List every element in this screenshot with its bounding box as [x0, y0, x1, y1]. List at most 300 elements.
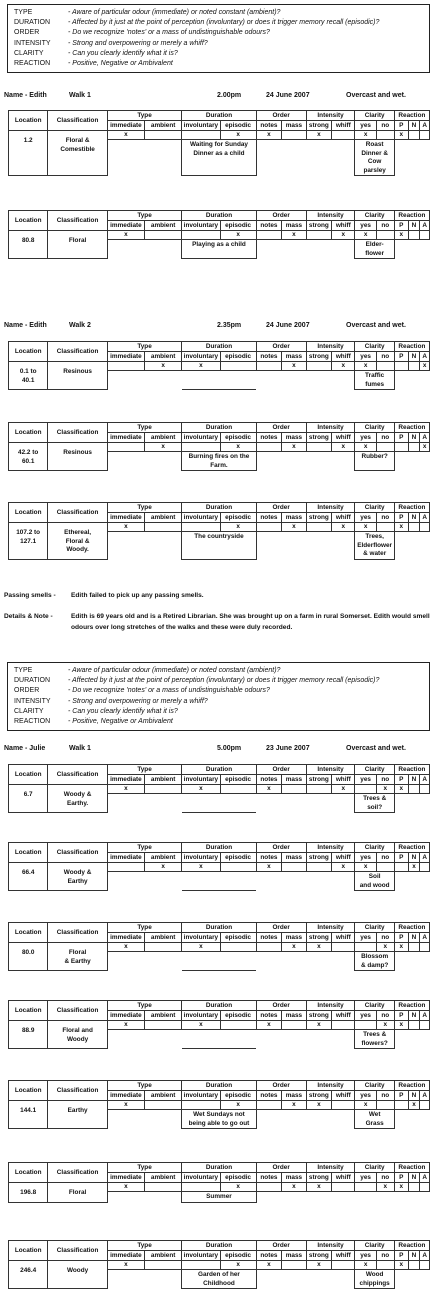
clarity-line: Soil: [368, 873, 381, 880]
duration-header: Duration: [182, 111, 256, 121]
subheader-no: no: [376, 933, 394, 943]
legend-desc: - Affected by it just at the point of perception (involuntary) or does it trigger memory recall (episodic)?: [68, 677, 380, 685]
subheader-ambient: ambient: [145, 352, 182, 362]
subheader-n: N: [408, 352, 420, 362]
location-header: Location: [9, 211, 48, 231]
order-header: Order: [256, 843, 306, 853]
order-header: Order: [256, 211, 306, 221]
classification-line: Woody: [66, 1267, 89, 1274]
subheader-no: no: [376, 1251, 394, 1261]
subheader-n: N: [408, 933, 420, 943]
mark-cell-p: x: [394, 785, 408, 794]
location-value: [9, 523, 48, 560]
record-table: [8, 502, 430, 560]
mark-cell-mass: x: [282, 523, 306, 532]
reaction-header: Reaction: [394, 342, 429, 352]
spacer: [107, 371, 181, 390]
subheader-a: A: [420, 775, 430, 785]
classification-value: [48, 231, 108, 259]
clarity-line: chippings: [359, 1279, 390, 1287]
mark-cell-ambient: [145, 943, 182, 952]
subheader-yes: yes: [355, 121, 376, 131]
mark-cell-ambient: x: [145, 443, 182, 452]
subheader-strong: strong: [306, 853, 332, 863]
order-header: Order: [256, 111, 306, 121]
mark-cell-immediate: [107, 863, 144, 872]
location-value: [9, 1101, 48, 1129]
mark-cell-no: x: [376, 785, 394, 794]
subheader-whiff: whiff: [332, 933, 355, 943]
mark-cell-involuntary: x: [182, 362, 220, 371]
subheader-strong: strong: [306, 513, 332, 523]
subheader-yes: yes: [355, 1011, 376, 1021]
legend-desc: - Do we recognize 'notes' or a mass of undistinguishable odours?: [68, 687, 270, 695]
mark-cell-n: [408, 943, 420, 952]
classification-line: Woody &: [63, 869, 92, 876]
subheader-immediate: immediate: [107, 433, 144, 443]
reaction-header: Reaction: [394, 1081, 429, 1091]
mark-cell-notes: [256, 231, 282, 240]
location-line: 196.8: [20, 1189, 37, 1196]
subheader-n: N: [408, 1173, 420, 1183]
mark-cell-notes: x: [256, 863, 282, 872]
passing-smells-text: Edith failed to pick up any passing smells.: [71, 592, 204, 599]
mark-cell-p: x: [394, 943, 408, 952]
reaction-header: Reaction: [394, 1241, 429, 1251]
location-line: 80.0: [21, 949, 35, 956]
mark-cell-a: [420, 1101, 430, 1110]
mark-cell-yes: x: [355, 362, 376, 371]
mark-cell-a: [420, 131, 430, 140]
classification-header: Classification: [48, 923, 108, 943]
subheader-involuntary: involuntary: [183, 513, 219, 521]
subheader-involuntary: involuntary: [183, 853, 219, 861]
subheader-notes: notes: [256, 1091, 282, 1101]
clarity-line: parsley: [363, 166, 386, 174]
location-line: 107.2 to: [16, 529, 41, 536]
walk-title: Walk 2: [69, 322, 91, 329]
duration-line: being able to go out: [188, 1119, 250, 1127]
mark-cell-notes: [256, 523, 282, 532]
subheader-p: P: [394, 121, 408, 131]
reaction-header: Reaction: [394, 211, 429, 221]
subheader-strong: strong: [306, 1173, 332, 1183]
subheader-whiff: whiff: [332, 1173, 355, 1183]
classification-line: Resinous: [63, 368, 92, 375]
mark-cell-p: x: [394, 131, 408, 140]
subheader-immediate: immediate: [107, 775, 144, 785]
mark-cell-ambient: [145, 1183, 182, 1192]
walk-date: 23 June 2007: [266, 745, 310, 752]
mark-cell-involuntary: [182, 523, 220, 532]
location-value: [9, 443, 48, 471]
legend-key: TYPE: [14, 9, 33, 16]
mark-cell-yes: [355, 943, 376, 952]
duration-line: The countryside: [194, 533, 244, 540]
legend-row: [14, 28, 423, 38]
subheader-whiff: whiff: [332, 433, 355, 443]
classification-line: Woody: [66, 1035, 89, 1043]
subheader-yes: yes: [355, 1251, 376, 1261]
duration-line: Burning fires on the: [188, 453, 250, 460]
subheader-involuntary: involuntary: [183, 1251, 219, 1259]
mark-cell-episodic: x: [220, 1101, 256, 1110]
clarity-description: [355, 140, 394, 176]
location-line: 60.1: [21, 457, 35, 465]
subheader-a: A: [420, 121, 430, 131]
legend-key: CLARITY: [14, 49, 44, 57]
mark-cell-episodic: x: [220, 1261, 256, 1270]
subheader-yes: yes: [355, 513, 376, 523]
duration-line: Dinner as a child: [193, 149, 245, 157]
mark-cell-p: [394, 362, 408, 371]
subheader-strong: strong: [306, 933, 332, 943]
classification-header: Classification: [48, 503, 108, 523]
details-note-text: Edith is 69 years old and is a Retired Librarian. She was brought up on a farm in rural Somerset. Edith would smell odours over long stretches of the walks and these were duly recorded.: [71, 613, 430, 631]
subheader-a: A: [420, 1091, 430, 1101]
mark-cell-whiff: [332, 1101, 355, 1110]
clarity-line: Rubber?: [361, 453, 388, 460]
classification-line: & Earthy: [64, 957, 91, 965]
mark-cell-immediate: x: [107, 943, 144, 952]
mark-cell-no: [376, 131, 394, 140]
duration-header: Duration: [182, 211, 256, 221]
subheader-ambient: ambient: [145, 775, 182, 785]
type-header: Type: [107, 342, 181, 352]
record-table: [8, 1162, 430, 1203]
mark-cell-yes: [355, 1021, 376, 1030]
subheader-p: P: [394, 221, 408, 231]
classification-value: [48, 131, 108, 176]
duration-line: Playing as a child: [192, 241, 246, 248]
mark-cell-ambient: [145, 1101, 182, 1110]
classification-line: Resinous: [63, 449, 92, 456]
subheader-a: A: [420, 933, 430, 943]
legend-row: [14, 717, 423, 727]
mark-cell-immediate: [107, 362, 144, 371]
subheader-no: no: [376, 221, 394, 231]
clarity-header: Clarity: [355, 765, 394, 775]
walk-weather: Overcast and wet.: [346, 745, 406, 752]
classification-line: Floral &: [65, 537, 90, 545]
spacer: [394, 1110, 429, 1129]
mark-cell-no: [376, 443, 394, 452]
subheader-episodic: episodic: [220, 853, 256, 863]
clarity-header: Clarity: [355, 1081, 394, 1091]
duration-header: Duration: [182, 503, 256, 513]
record-table: [8, 842, 430, 891]
mark-cell-no: x: [376, 1021, 394, 1030]
spacer: [256, 371, 355, 390]
legend-key: REACTION: [14, 718, 51, 726]
classification-header: Classification: [48, 111, 108, 131]
subheader-a: A: [420, 1011, 430, 1021]
duration-line: Waiting for Sunday: [189, 141, 248, 148]
subheader-mass: mass: [282, 1251, 306, 1261]
location-value: [9, 1261, 48, 1289]
subheader-p: P: [394, 352, 408, 362]
intensity-header: Intensity: [306, 765, 355, 775]
intensity-header: Intensity: [306, 423, 355, 433]
duration-description: [182, 794, 256, 813]
mark-cell-p: x: [394, 231, 408, 240]
mark-cell-immediate: x: [107, 523, 144, 532]
subheader-a: A: [420, 1173, 430, 1183]
duration-line: Childhood: [203, 1279, 235, 1287]
mark-cell-n: [408, 443, 420, 452]
intensity-header: Intensity: [306, 342, 355, 352]
subheader-ambient: ambient: [145, 1091, 182, 1101]
mark-cell-involuntary: [182, 443, 220, 452]
subheader-p: P: [394, 1011, 408, 1021]
mark-cell-ambient: [145, 1021, 182, 1030]
location-line: 246.4: [20, 1267, 37, 1274]
mark-cell-whiff: [332, 1021, 355, 1030]
mark-cell-whiff: [332, 943, 355, 952]
spacer: [107, 1030, 181, 1049]
mark-cell-n: [408, 1021, 420, 1030]
mark-cell-p: x: [394, 1021, 408, 1030]
location-line: 80.8: [21, 237, 35, 244]
mark-cell-a: [420, 231, 430, 240]
mark-cell-p: x: [394, 523, 408, 532]
mark-cell-immediate: x: [107, 785, 144, 794]
subheader-yes: yes: [355, 1091, 376, 1101]
subheader-no: no: [376, 1011, 394, 1021]
mark-cell-mass: x: [282, 1183, 306, 1192]
subheader-episodic: episodic: [220, 513, 256, 523]
clarity-line: Roast: [365, 141, 384, 148]
location-header: Location: [9, 1001, 48, 1021]
mark-cell-whiff: [332, 1183, 355, 1192]
subheader-yes: yes: [355, 352, 376, 362]
walk-weather: Overcast and wet.: [346, 322, 406, 329]
intensity-header: Intensity: [306, 1081, 355, 1091]
subheader-ambient: ambient: [145, 933, 182, 943]
order-header: Order: [256, 503, 306, 513]
mark-cell-no: [376, 1261, 394, 1270]
subheader-notes: notes: [256, 221, 282, 231]
clarity-line: Trees,: [365, 533, 384, 540]
clarity-header: Clarity: [355, 503, 394, 513]
mark-cell-whiff: x: [332, 231, 355, 240]
walk-title: Walk 1: [69, 92, 91, 99]
subheader-notes: notes: [256, 121, 282, 131]
location-line: 127.1: [20, 537, 37, 545]
subheader-ambient: ambient: [145, 1011, 182, 1021]
subheader-strong: strong: [306, 352, 332, 362]
reaction-header: Reaction: [394, 843, 429, 853]
clarity-description: [355, 1270, 394, 1289]
subheader-episodic: episodic: [220, 1173, 256, 1183]
duration-line: Garden of her: [198, 1271, 240, 1278]
subheader-immediate: immediate: [107, 1011, 144, 1021]
order-header: Order: [256, 423, 306, 433]
spacer: [107, 1110, 181, 1129]
location-header: Location: [9, 923, 48, 943]
mark-cell-whiff: x: [332, 362, 355, 371]
clarity-line: Blossom: [361, 953, 389, 960]
mark-cell-mass: x: [282, 943, 306, 952]
spacer: [394, 794, 429, 813]
subheader-whiff: whiff: [332, 1011, 355, 1021]
legend-desc: - Affected by it just at the point of perception (involuntary) or does it trigger memory recall (episodic)?: [68, 19, 380, 27]
mark-cell-yes: x: [355, 523, 376, 532]
subheader-whiff: whiff: [332, 1091, 355, 1101]
mark-cell-notes: x: [256, 131, 282, 140]
mark-cell-a: [420, 1021, 430, 1030]
duration-header: Duration: [182, 1081, 256, 1091]
legend-row: [14, 49, 423, 59]
duration-header: Duration: [182, 1163, 256, 1173]
subheader-whiff: whiff: [332, 1251, 355, 1261]
subheader-strong: strong: [306, 221, 332, 231]
subheader-notes: notes: [256, 1251, 282, 1261]
clarity-description: [355, 794, 394, 813]
reaction-header: Reaction: [394, 503, 429, 513]
subheader-no: no: [376, 121, 394, 131]
spacer: [256, 452, 355, 471]
subheader-immediate: immediate: [107, 352, 144, 362]
spacer: [107, 872, 181, 891]
record-table: [8, 1240, 430, 1289]
clarity-description: [355, 240, 394, 259]
order-header: Order: [256, 765, 306, 775]
subheader-immediate: immediate: [107, 853, 144, 863]
mark-cell-n: x: [408, 1101, 420, 1110]
clarity-description: [355, 1110, 394, 1129]
subheader-immediate: immediate: [107, 1251, 144, 1261]
subheader-episodic: episodic: [220, 1011, 256, 1021]
mark-cell-n: [408, 131, 420, 140]
clarity-line: & water: [363, 550, 387, 557]
intensity-header: Intensity: [306, 843, 355, 853]
spacer: [394, 532, 429, 560]
subheader-n: N: [408, 221, 420, 231]
clarity-description: [355, 952, 394, 971]
subheader-immediate: immediate: [107, 221, 144, 231]
classification-line: Comestible: [60, 145, 95, 153]
subheader-n: N: [408, 513, 420, 523]
subheader-mass: mass: [282, 433, 306, 443]
mark-cell-yes: x: [355, 231, 376, 240]
mark-cell-a: [420, 523, 430, 532]
mark-cell-n: [408, 1261, 420, 1270]
mark-cell-notes: [256, 943, 282, 952]
spacer: [107, 1192, 181, 1203]
order-header: Order: [256, 1163, 306, 1173]
subheader-involuntary: involuntary: [183, 775, 219, 783]
subheader-notes: notes: [256, 352, 282, 362]
subheader-whiff: whiff: [332, 352, 355, 362]
mark-cell-involuntary: [182, 231, 220, 240]
mark-cell-p: [394, 863, 408, 872]
spacer: [256, 532, 355, 560]
subheader-p: P: [394, 1173, 408, 1183]
legend-row: [14, 59, 423, 69]
mark-cell-yes: x: [355, 443, 376, 452]
spacer: [107, 952, 181, 971]
mark-cell-n: x: [408, 863, 420, 872]
type-header: Type: [107, 843, 181, 853]
classification-line: Floral: [68, 1189, 87, 1196]
mark-cell-p: x: [394, 1183, 408, 1192]
mark-cell-episodic: x: [220, 443, 256, 452]
mark-cell-immediate: x: [107, 131, 144, 140]
subheader-involuntary: involuntary: [183, 121, 219, 129]
intensity-header: Intensity: [306, 503, 355, 513]
clarity-header: Clarity: [355, 843, 394, 853]
subheader-notes: notes: [256, 1173, 282, 1183]
subheader-a: A: [420, 352, 430, 362]
walker-name: Name - Julie: [4, 745, 46, 752]
location-value: [9, 943, 48, 971]
spacer: [256, 794, 355, 813]
location-line: 42.2 to: [18, 449, 39, 456]
walk-title: Walk 1: [69, 745, 91, 752]
mark-cell-immediate: x: [107, 1261, 144, 1270]
classification-value: [48, 1101, 108, 1129]
clarity-line: Elder-: [365, 241, 384, 248]
location-value: [9, 131, 48, 176]
location-line: 66.4: [21, 869, 35, 876]
clarity-line: Trees &: [363, 795, 387, 802]
mark-cell-no: [376, 362, 394, 371]
walk-date: 24 June 2007: [266, 322, 310, 329]
details-note-label: Details & Note -: [4, 613, 53, 620]
mark-cell-strong: [306, 231, 332, 240]
subheader-a: A: [420, 221, 430, 231]
mark-cell-involuntary: x: [182, 1021, 220, 1030]
mark-cell-yes: [355, 1183, 376, 1192]
spacer: [256, 1030, 355, 1049]
mark-cell-ambient: x: [145, 362, 182, 371]
subheader-strong: strong: [306, 121, 332, 131]
duration-description: [182, 1110, 256, 1129]
classification-value: [48, 1183, 108, 1203]
mark-cell-no: [376, 523, 394, 532]
location-line: 88.9: [21, 1027, 35, 1034]
mark-cell-episodic: [220, 943, 256, 952]
subheader-involuntary: involuntary: [183, 221, 219, 229]
order-header: Order: [256, 342, 306, 352]
subheader-ambient: ambient: [145, 853, 182, 863]
duration-header: Duration: [182, 1241, 256, 1251]
subheader-mass: mass: [282, 775, 306, 785]
subheader-mass: mass: [282, 1091, 306, 1101]
duration-line: Farm.: [210, 461, 228, 469]
subheader-immediate: immediate: [107, 121, 144, 131]
classification-value: [48, 1261, 108, 1289]
mark-cell-yes: [355, 785, 376, 794]
spacer: [256, 1192, 355, 1203]
location-value: [9, 231, 48, 259]
classification-header: Classification: [48, 1163, 108, 1183]
walk-time: 5.00pm: [217, 745, 242, 752]
classification-value: [48, 1021, 108, 1049]
type-header: Type: [107, 765, 181, 775]
order-header: Order: [256, 1241, 306, 1251]
intensity-header: Intensity: [306, 1001, 355, 1011]
mark-cell-involuntary: x: [182, 943, 220, 952]
subheader-notes: notes: [256, 513, 282, 523]
legend-desc: - Can you clearly identify what it is?: [68, 49, 178, 57]
spacer: [256, 1270, 355, 1289]
subheader-episodic: episodic: [220, 933, 256, 943]
record-table: [8, 764, 430, 813]
subheader-mass: mass: [282, 1173, 306, 1183]
spacer: [394, 1030, 429, 1049]
